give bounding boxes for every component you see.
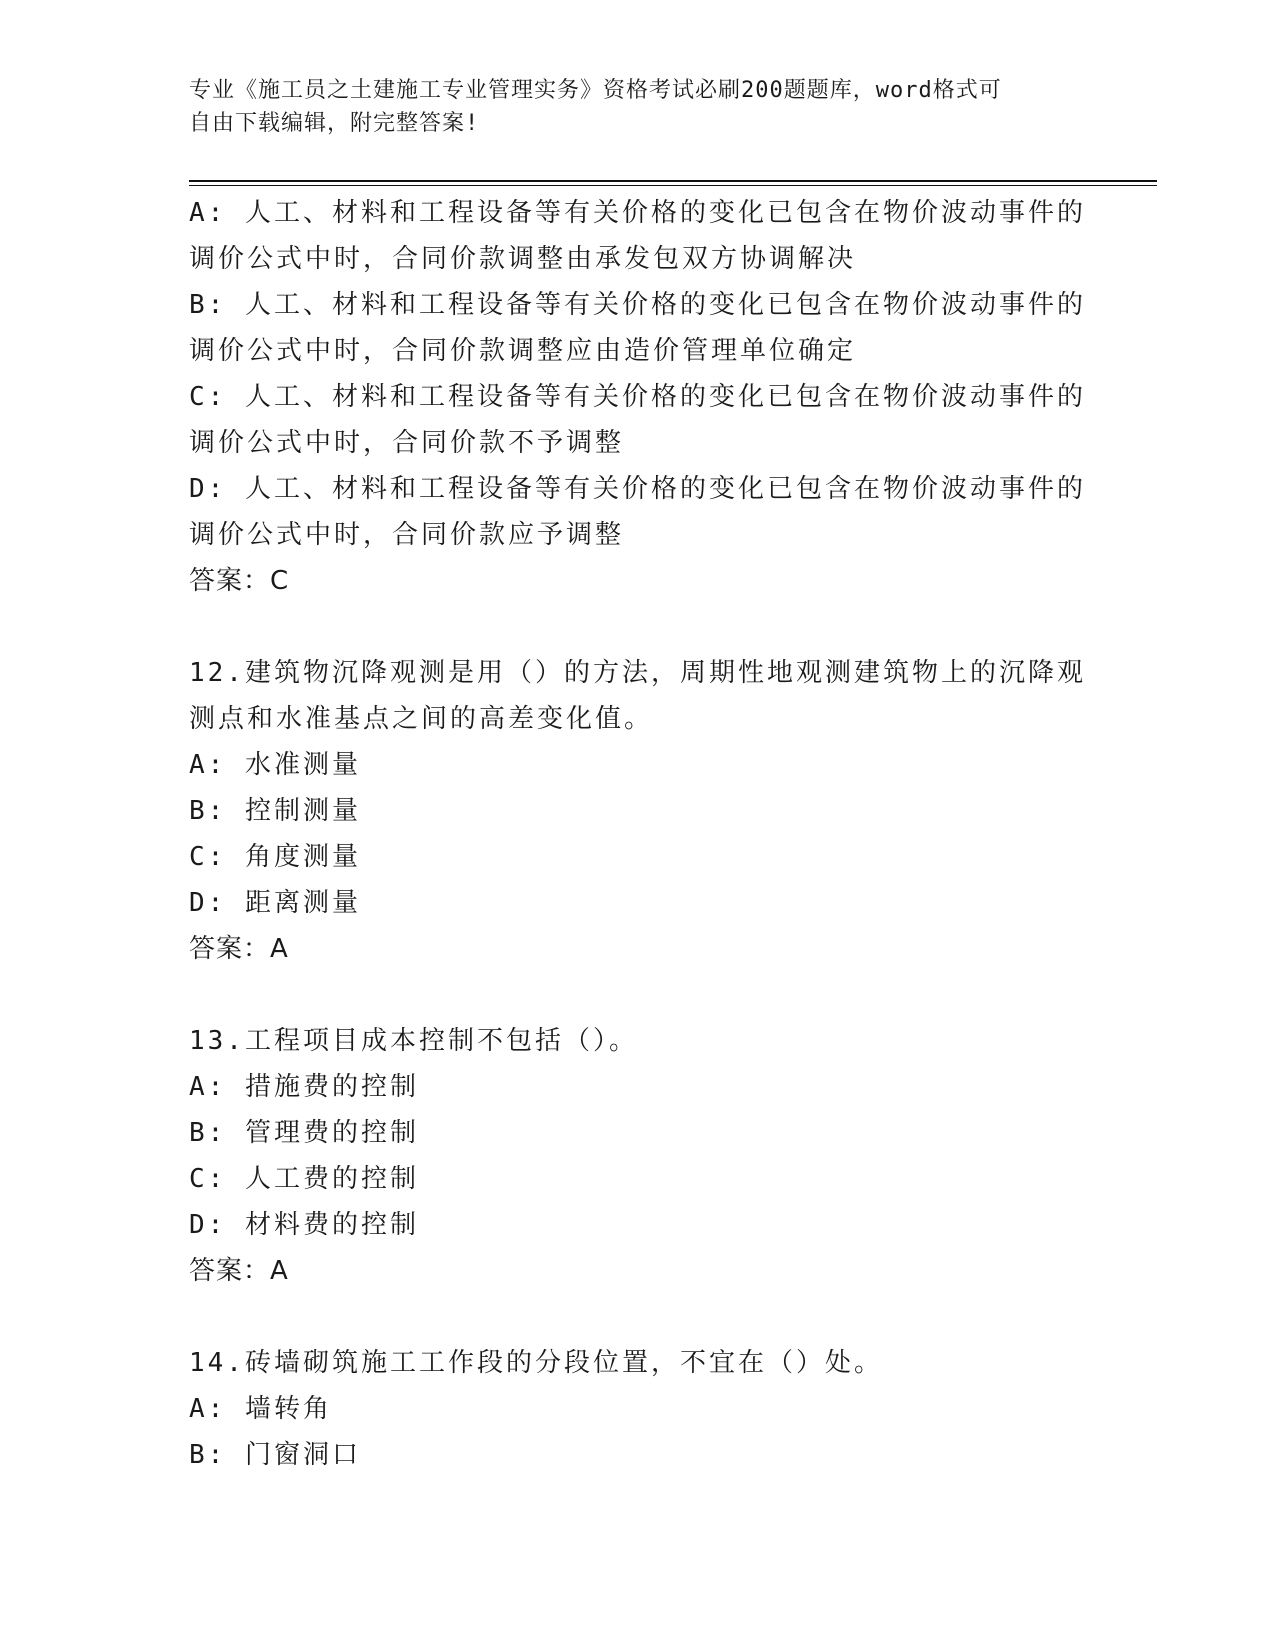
answer-line: 答案：A [189,1256,289,1286]
option-d-line-2: 调价公式中时，合同价款应予调整 [189,520,625,550]
option-a-line-2: 调价公式中时，合同价款调整由承发包双方协调解决 [189,244,857,274]
option-c-line-2: 调价公式中时，合同价款不予调整 [189,428,625,458]
option-d: D: 材料费的控制 [189,1210,419,1240]
option-b: B: 门窗洞口 [189,1440,361,1470]
option-b-line-2: 调价公式中时，合同价款调整应由造价管理单位确定 [189,336,857,366]
option-a: A: 措施费的控制 [189,1072,419,1102]
header-divider-thin [189,185,1157,186]
question-14 [189,1340,1109,1478]
answer-line: 答案：A [189,934,289,964]
question-13 [189,1018,1109,1294]
question-spacer [189,604,1109,650]
header-line-2: 自由下载编辑，附完整答案! [189,111,480,136]
option-c: C: 角度测量 [189,842,361,872]
option-c-line-1: C: 人工、材料和工程设备等有关价格的变化已包含在物价波动事件的 [189,382,1086,412]
question-12 [189,650,1109,972]
header-line-1: 专业《施工员之土建施工专业管理实务》资格考试必刷200题题库，word格式可 [189,78,1002,103]
document-header [189,74,1069,140]
question-list [189,190,1109,1478]
question-stem-line-1: 12.建筑物沉降观测是用（）的方法，周期性地观测建筑物上的沉降观 [189,658,1086,688]
question-stem: 14.砖墙砌筑施工工作段的分段位置，不宜在（）处。 [189,1348,883,1378]
answer-line: 答案：C [189,566,290,596]
question-spacer [189,1294,1109,1340]
option-a: A: 墙转角 [189,1394,332,1424]
question-spacer [189,972,1109,1018]
option-d: D: 距离测量 [189,888,361,918]
option-b: B: 控制测量 [189,796,361,826]
option-a-line-1: A: 人工、材料和工程设备等有关价格的变化已包含在物价波动事件的 [189,198,1086,228]
question-stem-line-2: 测点和水准基点之间的高差变化值。 [189,704,654,734]
question-11 [189,190,1109,604]
option-b: B: 管理费的控制 [189,1118,419,1148]
option-a: A: 水准测量 [189,750,361,780]
header-divider-thick [189,180,1157,182]
question-stem: 13.工程项目成本控制不包括（）。 [189,1026,638,1056]
option-d-line-1: D: 人工、材料和工程设备等有关价格的变化已包含在物价波动事件的 [189,474,1086,504]
option-c: C: 人工费的控制 [189,1164,419,1194]
option-b-line-1: B: 人工、材料和工程设备等有关价格的变化已包含在物价波动事件的 [189,290,1086,320]
